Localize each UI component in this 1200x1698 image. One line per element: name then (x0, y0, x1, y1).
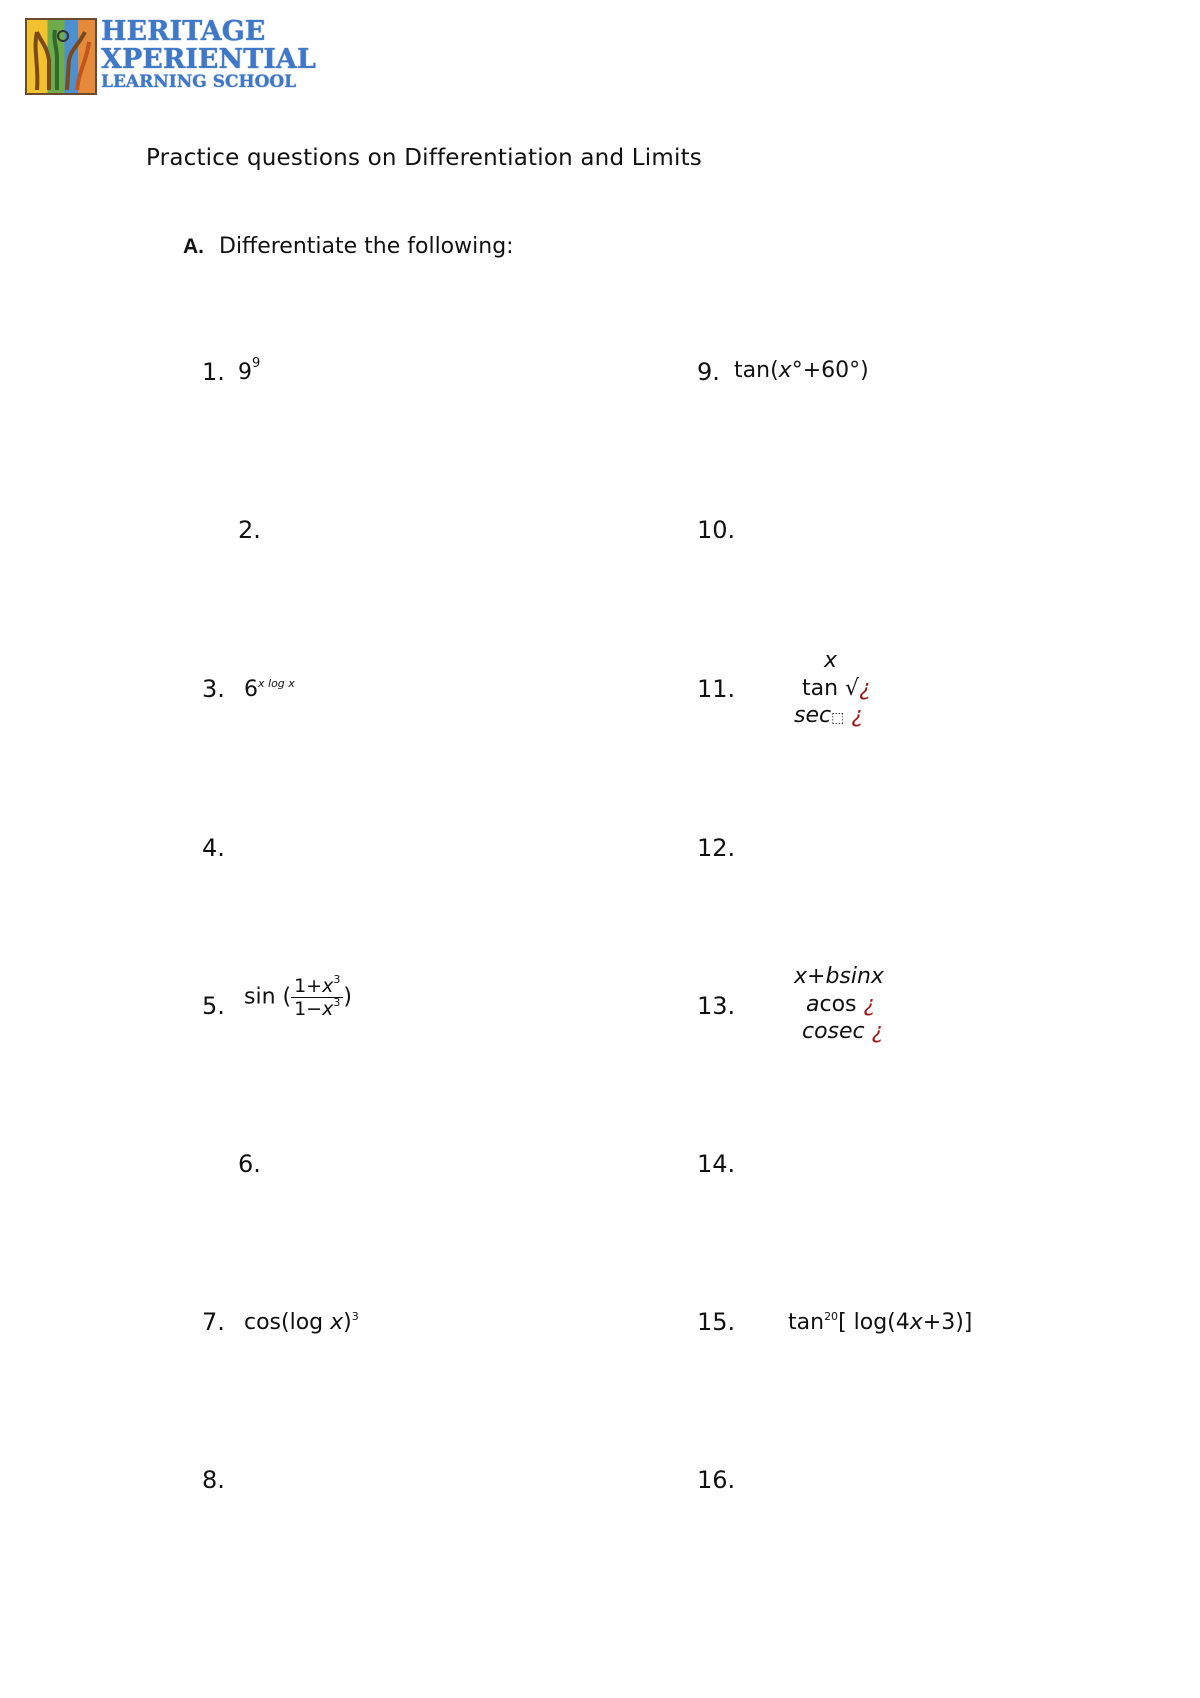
expr-func: tan (788, 1310, 825, 1335)
question-expression-3 (244, 677, 295, 702)
denom-var: x (322, 998, 334, 1020)
expr-glyph: ¿ (859, 676, 871, 701)
logo-figures-icon (27, 20, 95, 93)
section-heading: Differentiate the following: (219, 234, 514, 259)
question-13-line-2 (806, 992, 875, 1017)
expr-fraction (291, 975, 343, 1020)
expr-base: 9 (238, 360, 252, 385)
numer-exp: 3 (333, 973, 341, 986)
expr-denominator (291, 998, 343, 1020)
question-number-4: 4. (202, 834, 225, 862)
expr-base: 6 (244, 677, 258, 702)
expr-exponent: x log x (258, 677, 295, 690)
question-number-10: 10. (697, 516, 736, 544)
question-expression-7 (244, 1310, 359, 1335)
question-number-7: 7. (202, 1308, 225, 1336)
expr-body-close: +3)] (922, 1310, 973, 1335)
expr-close: ) (343, 984, 352, 1010)
question-expression-15 (788, 1310, 972, 1335)
expr-text: cos(log (244, 1310, 324, 1335)
expr-text: sec (794, 703, 832, 728)
logo-text-learning-school: LEARNING SCHOOL (101, 72, 297, 92)
question-number-16: 16. (697, 1466, 736, 1494)
expr-close: ) (343, 1310, 352, 1335)
expr-var: x (909, 1310, 923, 1335)
expr-var: x (778, 358, 792, 383)
question-number-1: 1. (202, 358, 225, 386)
expr-exponent: 3 (351, 1310, 359, 1323)
page-title: Practice questions on Differentiation and Limits (146, 145, 702, 171)
expr-func: tan (734, 358, 771, 383)
expr-glyph: ¿ (871, 1019, 884, 1044)
question-11-line-3 (794, 703, 863, 728)
question-expression-5 (244, 975, 352, 1020)
expr-func: sin ( (244, 984, 292, 1010)
question-expression-1 (238, 356, 261, 385)
denom-exp: 3 (333, 996, 341, 1009)
logo-text-xperiential: XPERIENTIAL (101, 44, 316, 75)
expr-glyph: ¿ (851, 703, 864, 728)
expr-open: ( (770, 358, 779, 383)
expr-box-glyph: ⬚ (831, 710, 845, 726)
question-13-line-3 (802, 1019, 883, 1044)
question-expression-9 (734, 358, 869, 383)
expr-body-open: [ log(4 (838, 1310, 910, 1335)
question-11-line-2 (802, 676, 871, 701)
expr-rest: °+60° (791, 358, 861, 383)
denom-text: 1− (294, 998, 323, 1020)
numer-text: 1+ (294, 975, 323, 997)
question-number-14: 14. (697, 1150, 736, 1178)
expr-close: ) (860, 358, 869, 383)
question-number-13: 13. (697, 992, 736, 1020)
question-number-3: 3. (202, 675, 225, 703)
expr-func: tan √ (802, 676, 860, 701)
question-number-6: 6. (238, 1150, 261, 1178)
expr-glyph: ¿ (863, 992, 876, 1017)
expr-numerator (291, 975, 343, 998)
question-number-9: 9. (697, 358, 720, 386)
expr-text: cosec (802, 1019, 865, 1044)
question-13-line-1: x+bsinx (794, 964, 884, 989)
expr-var: a (806, 992, 820, 1017)
question-11-line-1: x (824, 648, 838, 673)
question-number-5: 5. (202, 992, 225, 1020)
expr-exponent: 9 (252, 356, 261, 371)
numer-var: x (322, 975, 334, 997)
question-number-11: 11. (697, 675, 736, 703)
question-number-2: 2. (238, 516, 261, 544)
expr-exponent: 20 (824, 1310, 839, 1323)
school-logo-emblem (25, 18, 97, 95)
expr-text: cos (819, 992, 857, 1017)
section-letter: A. (183, 235, 204, 258)
expr-var: x (330, 1310, 344, 1335)
question-number-12: 12. (697, 834, 736, 862)
question-number-15: 15. (697, 1308, 736, 1336)
question-number-8: 8. (202, 1466, 225, 1494)
logo-text-heritage: HERITAGE (101, 16, 266, 47)
